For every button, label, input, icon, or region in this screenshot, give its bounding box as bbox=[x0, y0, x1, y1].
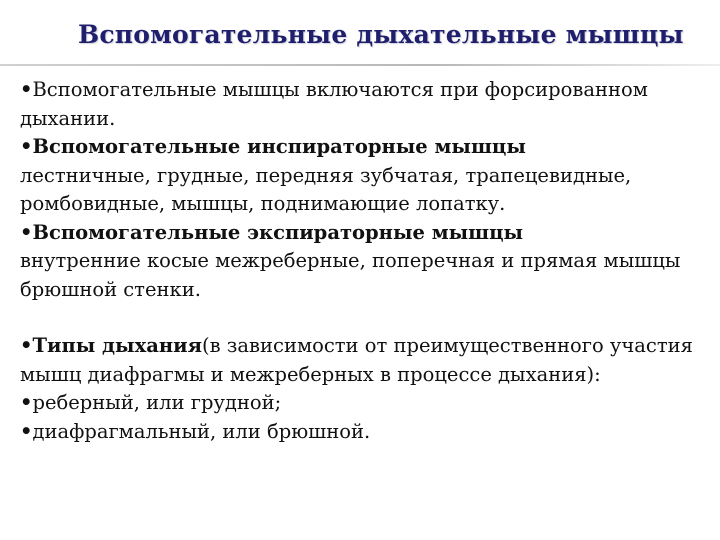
list-item-text: реберный, или грудной; bbox=[32, 391, 282, 414]
paragraph-text: лестничные, грудные, передняя зубчатая, трапецевидные, ромбовидные, мышцы, поднимающие лопатку. bbox=[20, 163, 632, 215]
slide-title: Вспомогательные дыхательные мышцы bbox=[78, 20, 684, 49]
bullet-point: • bbox=[20, 135, 33, 158]
list-item-diaphragmatic bbox=[20, 418, 710, 447]
paragraph-accessory-muscles bbox=[20, 76, 710, 133]
paragraph-expiratory-muscles bbox=[20, 219, 710, 305]
list-item-text: диафрагмальный, или брюшной. bbox=[32, 419, 371, 443]
paragraph-text: Вспомогательные мышцы включаются при форсированном дыхании. bbox=[20, 78, 648, 130]
bullet-point: • bbox=[20, 334, 33, 357]
spacer bbox=[20, 304, 710, 332]
paragraph-text: (в зависимости от преимущественного участия мышц диафрагмы и межреберных в процессе дыхания): bbox=[20, 334, 693, 386]
bullet-point: • bbox=[20, 78, 33, 101]
paragraph-heading: Типы дыхания bbox=[32, 334, 202, 357]
paragraph-heading: Вспомогательные инспираторные мышцы bbox=[32, 135, 526, 158]
title-divider bbox=[0, 64, 720, 66]
slide-content bbox=[20, 76, 710, 446]
bullet-point: • bbox=[20, 220, 33, 244]
paragraph-breathing-types bbox=[20, 332, 710, 389]
paragraph-heading: Вспомогательные экспираторные мышцы bbox=[32, 220, 524, 244]
bullet-point: • bbox=[20, 391, 33, 414]
bullet-point: • bbox=[20, 419, 33, 443]
paragraph-text: внутренние косые межреберные, поперечная и прямая мышцы брюшной стенки. bbox=[20, 249, 681, 301]
list-item-costal bbox=[20, 389, 710, 418]
paragraph-inspiratory-muscles bbox=[20, 133, 710, 219]
